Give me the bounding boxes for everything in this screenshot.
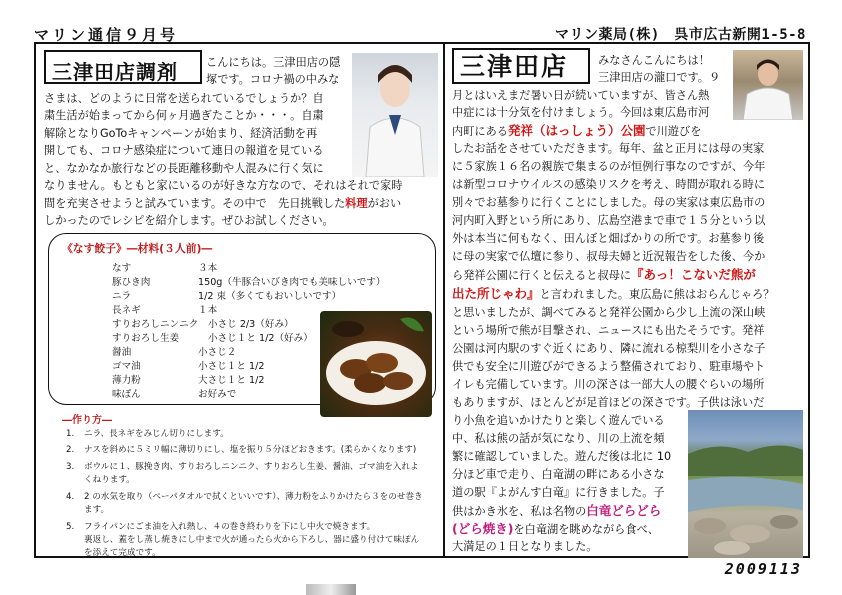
steps-heading: ―作り方― (62, 415, 112, 426)
left-text-line-1: こんにちは。三津田店の隠 (206, 56, 341, 69)
step-text: くねります。 (84, 475, 135, 485)
left-text-line-9-main: 間を充実させようと試みています。その中で 先日挑戦した (44, 197, 346, 210)
right-text-line: り小魚を追いかけたりと楽しく遊んでいる (452, 414, 665, 427)
right-text-line: は新型コロナウイルスの感染リスクを考え、時間が取れる時に (452, 178, 766, 191)
right-text-line: 供でも安全に川遊びができるよう整備されており、駐車場やト (452, 360, 766, 373)
left-text-line-6: 開しても、コロナ感染症について連日の報道を見ている (44, 144, 324, 157)
step-text: ボウルに１、豚挽き肉、すりおろしニンニク、すりおろし生姜、醤油、ゴマ油を入れよ (84, 462, 419, 472)
issue-number: 2009113 (724, 560, 802, 578)
left-text-line-8: なりません。もともと家にいるのが好きな方なので、それはそれで家時 (44, 179, 403, 192)
highlight-bear-quote: 『あっ！こないだ熊が (631, 267, 756, 282)
right-text-line: したお話をさせていただきます。毎年、盆と正月には母の実家 (452, 142, 765, 155)
right-text-line: に５家族１６名の親族で集まるのが恒例行事なのですが、今年 (452, 160, 766, 173)
ingredient-name: なす (112, 263, 132, 274)
publisher-address: マリン薬局(株) 呉市広古新開1-5-8 (554, 27, 806, 43)
left-text-line-5: 解除となりGoToキャンペーンが始まり、経済活動を再 (44, 127, 318, 140)
column-divider (443, 42, 445, 558)
step-text: 裏返し、蓋をし蒸し焼きにし中まで火が通ったら火から下ろし、器に盛り付けて味ぽん (84, 535, 420, 545)
highlight-bear-quote-end: 出た所じゃわ』 (452, 286, 540, 301)
right-text-line: に母の実家で仏壇に参り、叔母夫婦と近況報告をした後、今か (452, 250, 766, 263)
right-intro-line-1: みなさんこんにちは！ (598, 54, 710, 67)
right-text-line: 月とはいえまだ暑い日が続いていますが、皆さん熱 (452, 89, 710, 102)
ingredient-amount: 小さじ２ (198, 347, 237, 358)
right-text-segment: で川遊びを (645, 125, 702, 138)
left-text-line-3: さまは、どのように日常を送られているでしょうか？自 (44, 92, 324, 105)
right-text-line: 分ほど車で走り、白竜湖の畔にある小さな (452, 468, 665, 481)
ingredient-amount: 小さじ１と 1/2（好み） (208, 333, 313, 344)
right-text-segment: ら発祥公園に行くと伝えると叔母に (452, 269, 632, 282)
staff-photo-left (352, 53, 438, 177)
ingredient-name: すりおろし生姜 (112, 333, 180, 344)
step-number: 3. (66, 462, 75, 472)
ingredient-name: 味ぽん (112, 389, 141, 400)
staff-photo-right (733, 50, 803, 120)
left-text-line-2: 塚です。コロナ禍の中みな (206, 73, 340, 86)
step-number: 4. (66, 492, 75, 502)
ingredient-amount: 小さじ１と 1/2 (198, 361, 265, 372)
right-text-line: 大満足の１日となりました。 (452, 540, 598, 553)
step-text: ます。 (84, 505, 110, 515)
step-text: ニラ、長ネギをみじん切りにします。 (84, 429, 229, 439)
right-text-line: という場所で熊が目撃され、ニュースにも出たそうです。発祥 (452, 324, 765, 337)
step-number: 2. (66, 445, 75, 455)
right-text-line: 中、私は熊の話が気になり、川の上流を頻 (452, 432, 665, 445)
right-text-line (452, 266, 756, 284)
highlight-cooking: 料理 (345, 197, 368, 210)
ingredient-name: ニラ (112, 291, 132, 302)
highlight-hassho-park: 発祥（はっしょう）公園 (507, 123, 646, 138)
ingredient-name: 豚ひき肉 (112, 277, 151, 288)
left-text-line-10: しかったのでレシピを紹介します。ぜひお試しください。 (44, 214, 334, 227)
right-text-line: もありますが、ほとんどが足首ほどの深さです。子供は泳いだ (452, 396, 765, 409)
ingredient-name: 長ネギ (112, 305, 141, 316)
ingredient-amount: ３本 (198, 263, 218, 274)
step-text: ナスを斜めに５ミリ幅に薄切りにし、塩を振り５分ほどおきます。(柔らかくなります) (84, 445, 417, 455)
ingredient-name: すりおろしニンニク (112, 319, 199, 330)
ingredient-amount: 大さじ１と 1/2 (198, 375, 265, 386)
left-text-line-4: 粛生活が始まってから何ヶ月過ぎたことか・・・。自粛 (44, 109, 324, 122)
right-text-line: 繁に確認していました。遊んだ後は北に 10 (452, 450, 672, 463)
right-text-segment: と言われました。東広島に熊はおらんじゃろ？ (539, 288, 775, 301)
right-text-line: 公園は河内駅のすぐ近くにあり、隣に流れる椋梨川を小さな子 (452, 342, 766, 355)
recipe-heading: 《なす餃子》―材料(３人前)― (62, 242, 213, 255)
right-text-line (452, 502, 661, 520)
ingredient-amount: 小さじ 2/3（好み） (208, 319, 294, 330)
right-text-segment: 内町にある (452, 125, 508, 138)
ingredient-name: 薄力粉 (112, 375, 141, 386)
right-text-line: と思いましたが、調べてみると発祥公園から少し上流の深山峡 (452, 306, 766, 319)
ingredient-name: 醤油 (112, 347, 132, 358)
eggplant-gyoza-photo (320, 311, 432, 417)
ingredient-amount: 150g（牛豚合いびき肉でも美味しいです） (198, 277, 386, 288)
right-article-title: 三津田店 (452, 48, 590, 84)
left-text-line-7: と、なかなか旅行などの長距離移動や人混みに行く気に (44, 162, 324, 175)
right-text-line: 中症には十分気を付けましょう。今回は東広島市河 (452, 106, 710, 119)
right-text-line: イレも完備しています。川の深さは一部大人の腰ぐらいの場所 (452, 378, 765, 391)
step-text: フライパンにごま油を入れ熱し、４の巻き終わりを下にし中火で焼きます。 (84, 522, 376, 532)
highlight-dorayaki: (どら焼き) (452, 521, 514, 536)
right-text-line: 外は本当に何もなく、田んぼと畑ばかりの所です。お墓参り後 (452, 232, 765, 245)
right-text-line (452, 285, 774, 303)
step-text: を添えて完成です。 (84, 548, 161, 558)
right-text-line (452, 122, 701, 140)
right-text-segment: を白竜湖を眺めながら食べ、 (513, 523, 659, 536)
step-text: 2 の水気を取り（ペーパタオルで拭くといいです）、薄力粉をふりかけたら３をのせ巻き (84, 492, 423, 502)
right-text-line: 別々でお墓参りに行くことにしました。母の実家は東広島市の (452, 196, 766, 209)
ingredient-amount: お好みで (198, 389, 237, 400)
step-number: 1. (66, 429, 75, 439)
river-park-photo (688, 410, 803, 558)
highlight-dora-dora: 白竜どらどら (586, 503, 662, 518)
ingredient-amount: 1/2 束（多くてもおいしいです） (198, 291, 342, 302)
ingredient-name: ゴマ油 (112, 361, 141, 372)
right-intro-line-2: 三津田店の瀧口です。９ (598, 71, 721, 84)
ingredient-amount: １本 (198, 305, 218, 316)
left-text-line-9-tail: がおい (367, 197, 402, 210)
right-text-line: 河内町入野という所にあり、広島空港まで車で１５分という以 (452, 214, 766, 227)
step-number: 5. (66, 522, 75, 532)
right-text-line (452, 520, 659, 538)
newsletter-title: マリン通信９月号 (34, 26, 179, 44)
left-article-title: 三津田店調剤 (44, 50, 202, 84)
cut-off-image (306, 584, 356, 595)
right-text-segment: 供はかき氷を、私は名物の (452, 505, 587, 518)
left-text-line-9 (44, 195, 401, 212)
right-text-line: 道の駅『よがんす白竜』に行きました。子 (452, 486, 665, 499)
